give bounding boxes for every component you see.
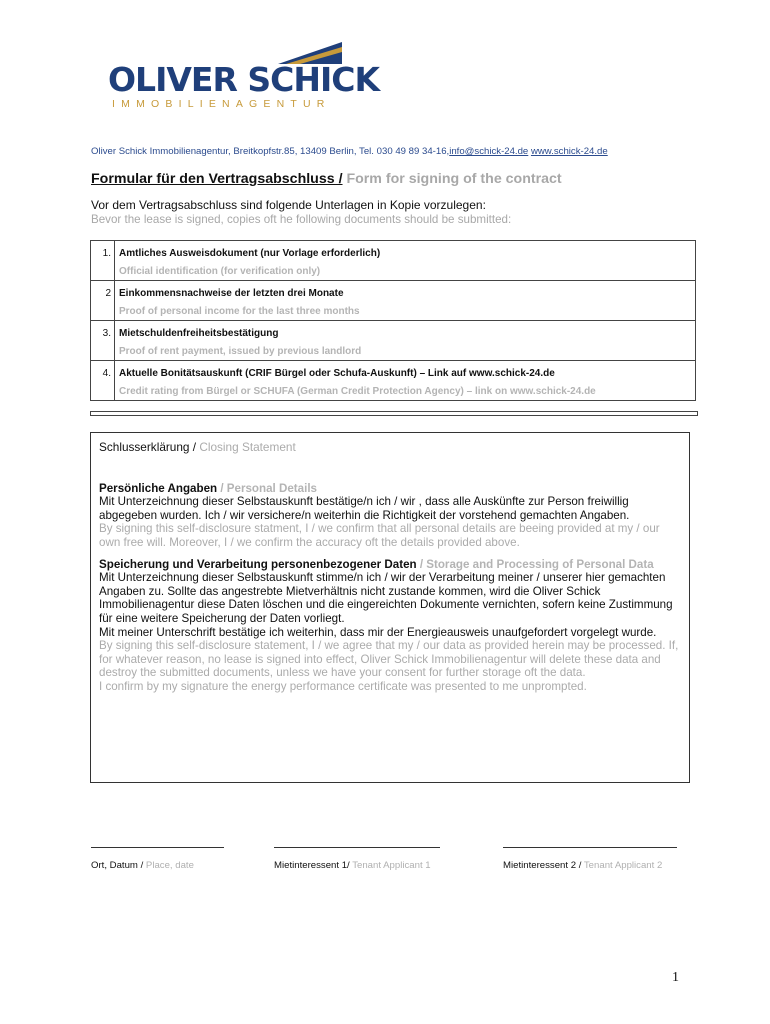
signature-line-applicant-2[interactable] <box>503 847 677 848</box>
logo-name: OLIVER SCHICK <box>108 60 380 99</box>
document-en: Credit rating from Bürgel or SCHUFA (German Credit Protection Agency) – link on www.schick-24.de <box>119 386 596 397</box>
personal-details-heading <box>99 482 681 496</box>
closing-heading-de: Schlusserklärung / <box>99 440 200 454</box>
closing-heading-en: Closing Statement <box>199 440 296 454</box>
row-number: 2 <box>91 281 115 321</box>
personal-title-de: Persönliche Angaben <box>99 481 218 495</box>
website-link[interactable]: www.schick-24.de <box>530 146 608 157</box>
personal-text-de: Mit Unterzeichnung dieser Selbstauskunft bestätige/n ich / wir , dass alle Auskünfte zur Person freiwillig abgegeben wurden. Ich / wir versichere/n weiterhin die Richtigkeit der vorstehend gemachten Angaben. <box>99 495 630 522</box>
signature-line-applicant-1[interactable] <box>274 847 440 848</box>
storage-title-en: / Storage and Processing of Personal Data <box>416 557 654 571</box>
signature-label-applicant-1: Mietinteressent 1/ Tenant Applicant 1 <box>274 860 431 871</box>
storage-title-de: Speicherung und Verarbeitung personenbezogener Daten <box>99 557 417 571</box>
closing-statement-box <box>90 432 690 783</box>
signature-label-applicant-2: Mietinteressent 2 / Tenant Applicant 2 <box>503 860 663 871</box>
divider-bar <box>90 411 698 416</box>
document-en: Proof of rent payment, issued by previous landlord <box>119 346 362 357</box>
intro-en: Bevor the lease is signed, copies oft he following documents should be submitted: <box>91 213 512 226</box>
storage-text-de-2: Mit meiner Unterschrift bestätige ich weiterhin, dass mir der Energieausweis unaufgefordert vorgelegt wurde. <box>99 625 657 639</box>
personal-text-en: By signing this self-disclosure statment, I / we confirm that all personal details are beeing provided at my / our own free will. Moreover, I / we confirm the accuracy oft the details provided above. <box>99 522 660 549</box>
document-de: Einkommensnachweise der letzten drei Monate <box>119 288 344 299</box>
address-line <box>91 146 608 157</box>
document-en: Proof of personal income for the last three months <box>119 306 360 317</box>
signature-line-place[interactable] <box>91 847 224 848</box>
title-de: Formular für den Vertragsabschluss / <box>91 171 343 187</box>
page-number: 1 <box>672 970 679 985</box>
document-de: Aktuelle Bonitätsauskunft (CRIF Bürgel oder Schufa-Auskunft) – Link auf www.schick-24.de <box>119 368 555 379</box>
table-row <box>91 321 696 361</box>
form-title <box>91 171 562 187</box>
signature-label-place: Ort, Datum / Place, date <box>91 860 194 871</box>
document-de: Mietschuldenfreiheitsbestätigung <box>119 328 279 339</box>
row-number: 1. <box>91 241 115 281</box>
row-number: 4. <box>91 361 115 401</box>
document-de: Amtliches Ausweisdokument (nur Vorlage erforderlich) <box>119 248 381 259</box>
document-en: Official identification (for verification only) <box>119 266 321 277</box>
table-row <box>91 281 696 321</box>
address-text: Oliver Schick Immobilienagentur, Breitkopfstr.85, 13409 Berlin, Tel. 030 49 89 34-16, <box>91 146 450 157</box>
closing-heading <box>99 441 681 455</box>
table-row <box>91 361 696 401</box>
intro-de: Vor dem Vertragsabschluss sind folgende Unterlagen in Kopie vorzulegen: <box>91 198 486 212</box>
row-number: 3. <box>91 321 115 361</box>
email-link[interactable]: info@schick-24.de <box>449 146 529 157</box>
storage-text-de: Mit Unterzeichnung dieser Selbstauskunft stimme/n ich / wir der Verarbeitung meiner / unserer hier gemachten Angaben zu. Sollte das angestrebte Mietverhältnis nicht zustande kommen, wird die Oliver Schick Immobilienagentur diese Daten löschen und die eingereichten Dokumente vernichten, sofern keine Zustimmung für eine weitere Speicherung der Daten vorliegt. <box>99 571 673 625</box>
title-en: Form for signing of the contract <box>342 171 562 187</box>
documents-table <box>90 240 696 401</box>
personal-title-en: / Personal Details <box>217 481 318 495</box>
storage-text-en: By signing this self-disclosure statement, I / we agree that my / our data as provided herein may be processed. If, for whatever reason, no lease is signed into effect, Oliver Schick Immobilienagentur will delete these data and destroy the submitted documents, unless we have your consent for further storage oft the data. <box>99 639 679 680</box>
table-row <box>91 241 696 281</box>
company-logo <box>108 40 380 115</box>
storage-text-en-2: I confirm by my signature the energy performance certificate was presented to me unprompted. <box>99 679 587 693</box>
logo-subtitle: IMMOBILIENAGENTUR <box>112 98 331 110</box>
storage-heading <box>99 558 681 572</box>
